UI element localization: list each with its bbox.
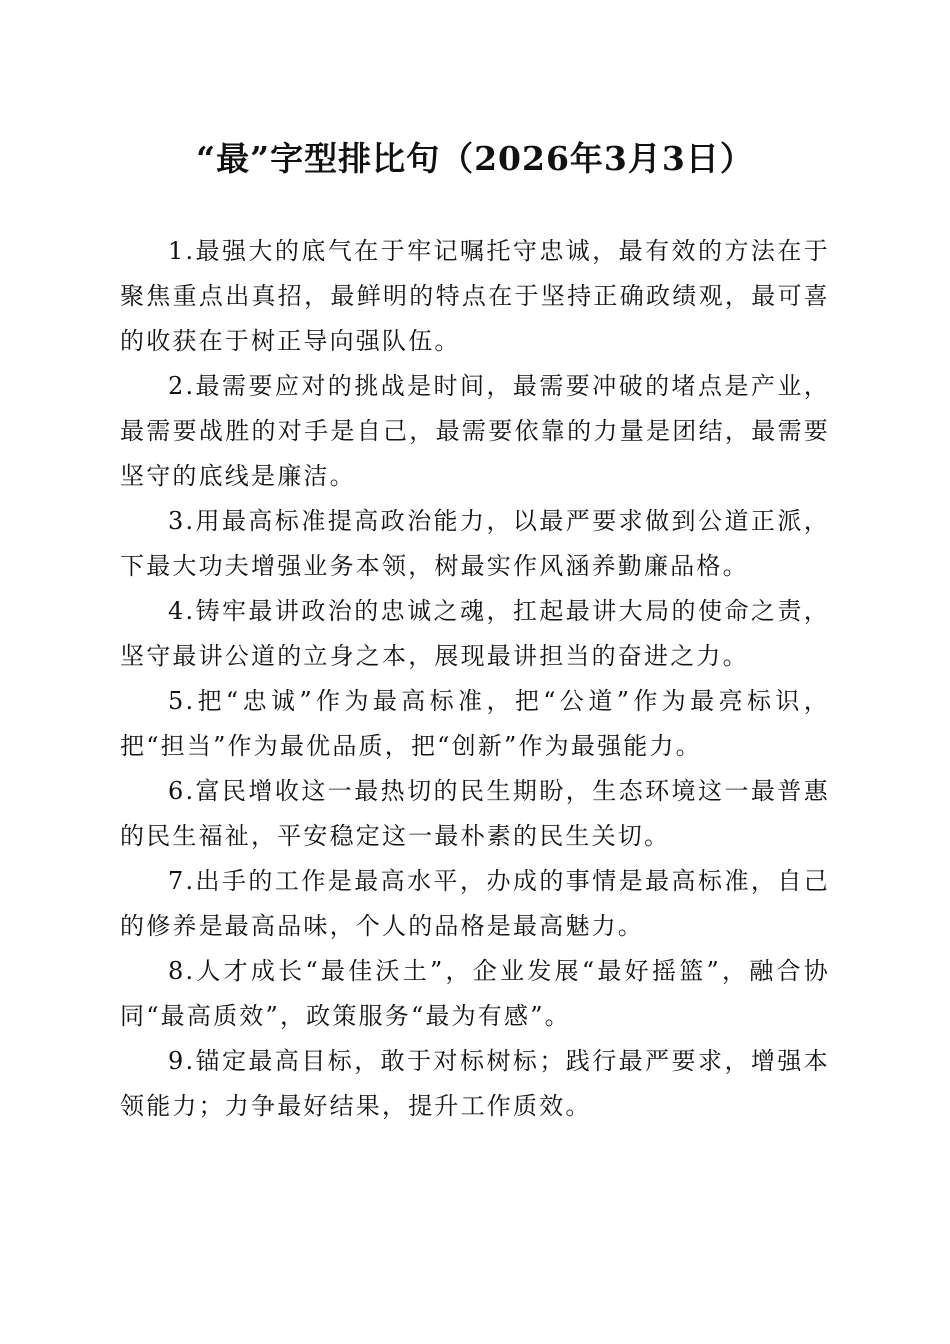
paragraph-5: 5.把“忠诚”作为最高标准，把“公道”作为最亮标识，把“担当”作为最优品质，把“创新”作为最强能力。 (120, 687, 830, 760)
paragraph-4: 4.铸牢最讲政治的忠诚之魂，扛起最讲大局的使命之责，坚守最讲公道的立身之本，展现最讲担当的奋进之力。 (120, 597, 830, 670)
document-body (120, 229, 830, 1129)
paragraph-6: 6.富民增收这一最热切的民生期盼，生态环境这一最普惠的民生福祉，平安稳定这一最朴素的民生关切。 (120, 777, 830, 850)
paragraph-7: 7.出手的工作是最高水平，办成的事情是最高标准，自己的修养是最高品味，个人的品格是最高魅力。 (120, 867, 830, 940)
paragraph-2: 2.最需要应对的挑战是时间，最需要冲破的堵点是产业，最需要战胜的对手是自己，最需要依靠的力量是团结，最需要坚守的底线是廉洁。 (120, 372, 830, 490)
document-title: “最”字型排比句（2026年3月3日） (196, 139, 754, 178)
paragraph-1: 1.最强大的底气在于牢记嘱托守忠诚，最有效的方法在于聚焦重点出真招，最鲜明的特点在于坚持正确政绩观，最可喜的收获在于树正导向强队伍。 (120, 237, 830, 355)
paragraph-8: 8.人才成长“最佳沃土”，企业发展“最好摇篮”，融合协同“最高质效”，政策服务“最为有感”。 (120, 957, 830, 1030)
paragraph-3: 3.用最高标准提高政治能力，以最严要求做到公道正派，下最大功夫增强业务本领，树最实作风涵养勤廉品格。 (120, 507, 830, 580)
paragraph-9: 9.锚定最高目标，敢于对标树标；践行最严要求，增强本领能力；力争最好结果，提升工作质效。 (120, 1047, 830, 1120)
